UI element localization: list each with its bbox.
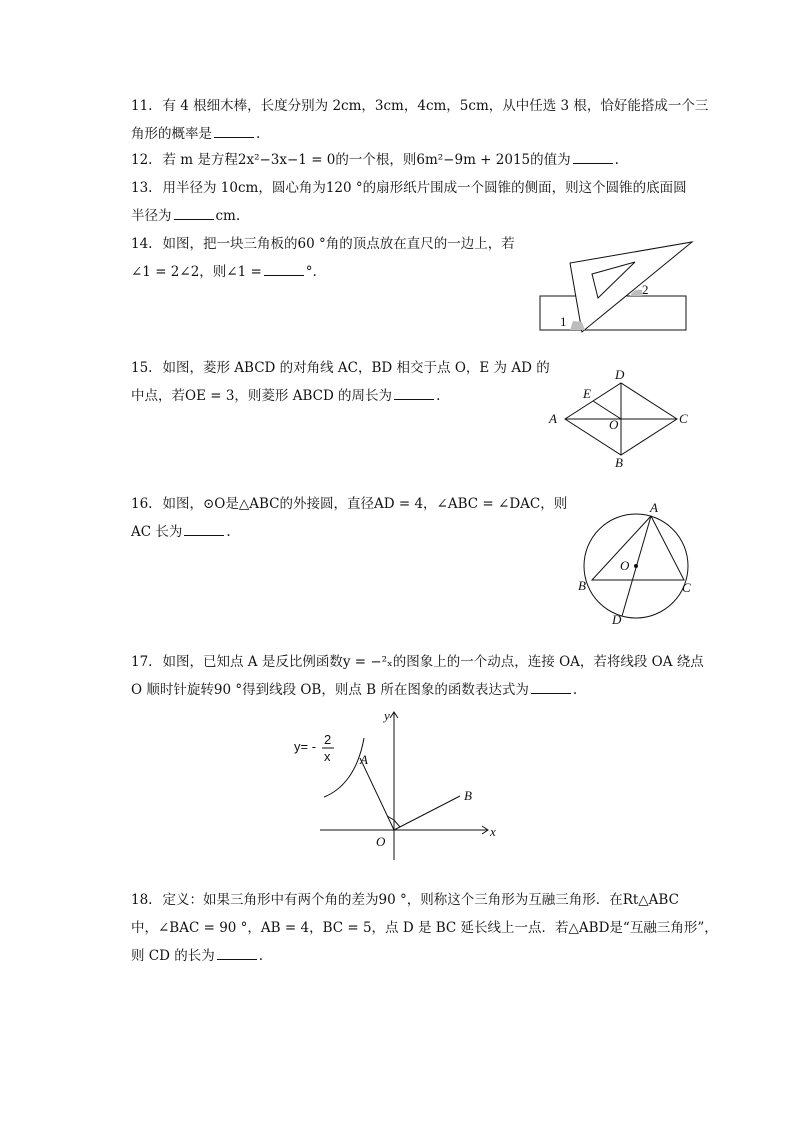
question-text: . — [436, 388, 441, 404]
label-a: A — [549, 411, 557, 426]
equation-numerator: 2 — [324, 732, 332, 747]
question-number: 17. — [131, 654, 153, 670]
answer-blank[interactable] — [531, 679, 571, 694]
answer-blank[interactable] — [217, 945, 257, 960]
label-y: y — [384, 708, 390, 723]
figure-16 — [574, 500, 704, 628]
question-text: 用半径为 10cm，圆心角为120 °的扇形纸片围成一个圆锥的侧面，则这个圆锥的底面圆 — [162, 180, 687, 196]
answer-blank[interactable] — [184, 521, 224, 536]
question-text: 中点，若OE = 3，则菱形 ABCD 的周长为 — [131, 388, 393, 404]
question-number: 11. — [131, 98, 153, 114]
question-text: 若 m 是方程2x²−3x−1 = 0的一个根，则6m²−9m + 2015的值为 — [162, 152, 571, 168]
label-d: D — [612, 612, 622, 627]
answer-blank[interactable] — [264, 261, 304, 276]
question-12 — [131, 146, 619, 174]
question-text: 如图，⊙O是△ABC的外接圆，直径AD = 4，∠ABC = ∠DAC，则 — [162, 496, 568, 512]
question-15 — [131, 354, 550, 410]
question-text: AC 长为 — [131, 524, 183, 540]
question-text: . — [572, 682, 578, 698]
question-text: 如图，已知点 A 是反比例函数y = −²ₓ的图象上的一个动点，连接 OA，若将线段 OA 绕点 — [162, 654, 704, 670]
label-b: B — [578, 578, 586, 593]
question-text: °. — [305, 264, 317, 280]
question-17 — [131, 648, 704, 704]
question-number: 15. — [131, 360, 153, 376]
question-text: . — [614, 152, 619, 168]
question-14 — [131, 230, 515, 286]
question-text: ∠1 = 2∠2，则∠1 = — [131, 264, 262, 280]
question-text: cm. — [215, 208, 241, 224]
label-o: O — [609, 417, 619, 432]
label-o: O — [376, 834, 386, 849]
question-13 — [131, 174, 687, 230]
label-a: A — [360, 752, 368, 767]
question-text: 如图，把一块三角板的60 °角的顶点放在直尺的一边上，若 — [162, 236, 515, 252]
answer-blank[interactable] — [394, 385, 434, 400]
question-number: 18. — [131, 892, 153, 908]
question-text: 如图，菱形 ABCD 的对角线 AC，BD 相交于点 O，E 为 AD 的 — [162, 360, 550, 376]
angle-label-1: 1 — [560, 314, 567, 329]
question-18 — [131, 886, 718, 970]
figure-17 — [290, 706, 500, 864]
segment-oa — [360, 758, 394, 830]
question-text: . — [226, 524, 231, 540]
label-b: B — [464, 788, 472, 803]
question-11 — [131, 92, 708, 148]
question-number: 16. — [131, 496, 153, 512]
question-number: 13. — [131, 180, 153, 196]
figure-15 — [545, 365, 695, 475]
question-text: 角形的概率是 — [131, 126, 212, 142]
question-text: 半径为 — [131, 208, 172, 224]
label-o: O — [620, 558, 630, 573]
question-number: 12. — [131, 152, 153, 168]
set-square — [570, 242, 692, 332]
label-e: E — [583, 386, 591, 401]
label-b: B — [615, 455, 623, 470]
question-number: 14. — [131, 236, 153, 252]
answer-blank[interactable] — [214, 123, 254, 138]
question-text: 定义：如果三角形中有两个角的差为90 °，则称这个三角形为互融三角形．在Rt△ABC — [162, 892, 679, 908]
label-a: A — [650, 500, 658, 515]
question-text: . — [256, 126, 261, 142]
question-16 — [131, 490, 567, 546]
question-text: 中，∠BAC = 90 °，AB = 4，BC = 5，点 D 是 BC 延长线上一点．若△ABD是“互融三角形”， — [131, 920, 718, 936]
label-c: C — [679, 411, 688, 426]
question-text: 则 CD 的长为 — [131, 948, 215, 964]
figure-14 — [530, 236, 700, 338]
question-text: 有 4 根细木棒，长度分别为 2cm，3cm，4cm，5cm，从中任选 3 根，恰好能搭成一个三 — [162, 98, 709, 114]
center-dot — [634, 564, 638, 568]
angle-label-2: 2 — [642, 282, 649, 297]
label-x: x — [490, 824, 496, 839]
question-text: . — [258, 948, 264, 964]
label-d: D — [615, 367, 625, 382]
equation-denominator: x — [324, 749, 331, 764]
label-c: C — [682, 580, 691, 595]
equation-prefix: y= - — [294, 739, 317, 754]
question-text: O 顺时针旋转90 °得到线段 OB，则点 B 所在图象的函数表达式为 — [131, 682, 529, 698]
answer-blank[interactable] — [573, 149, 613, 164]
triangle-abc — [592, 516, 684, 580]
segment-ob — [394, 796, 460, 830]
answer-blank[interactable] — [174, 205, 214, 220]
